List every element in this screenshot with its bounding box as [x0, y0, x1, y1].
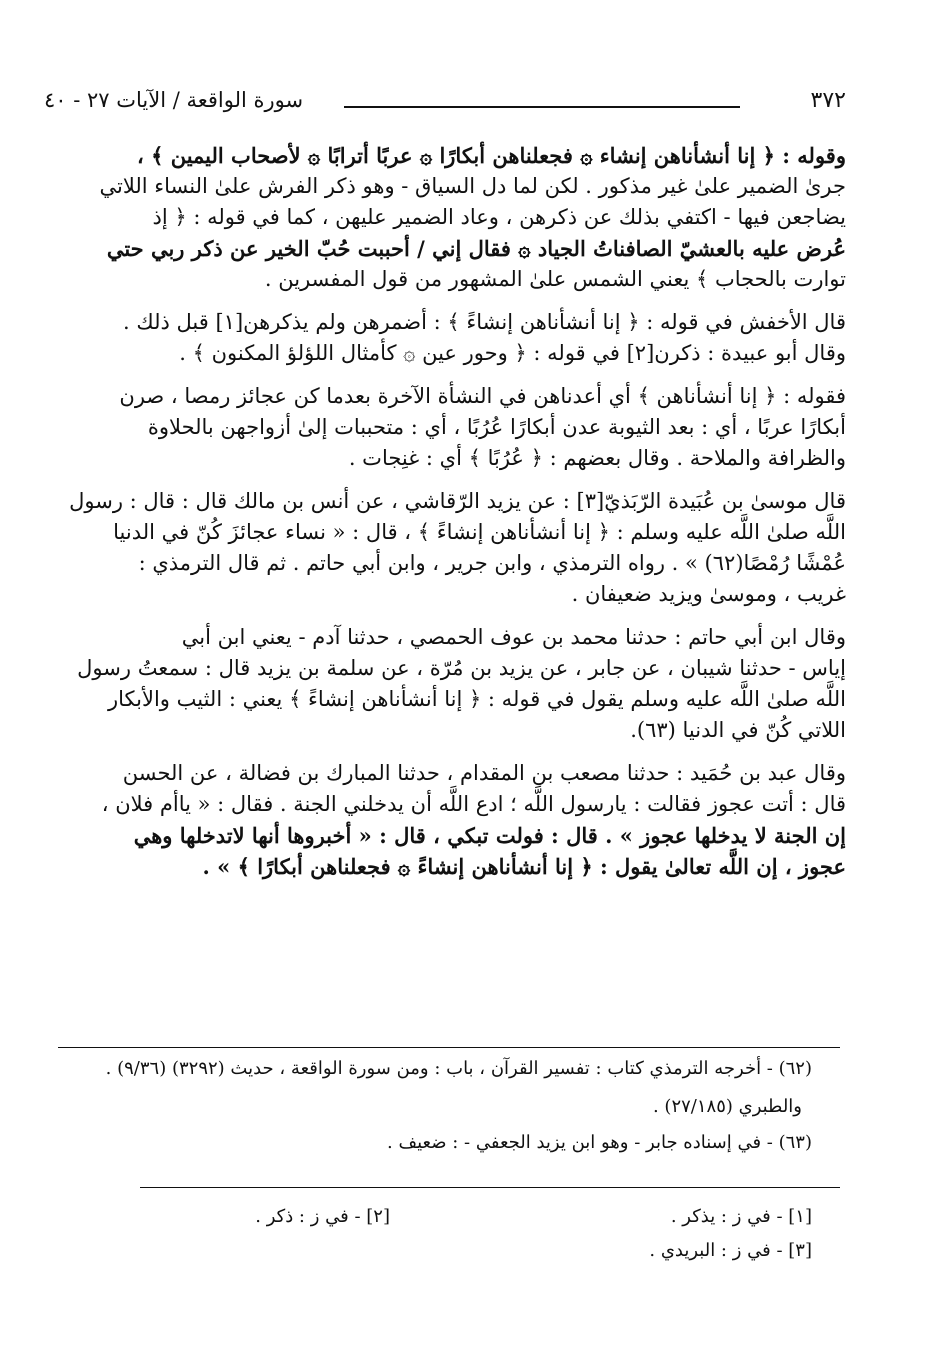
running-title: سورة الواقعة / الآيات ٢٧ - ٤٠	[44, 88, 304, 112]
text-line: اللَّه صلىٰ اللَّه عليه وسلم : ﴿ إنا أنشأناهن إنشاءً ﴾ ، قال : « نساء عجائزَ كُنّ في الدنيا	[113, 520, 846, 544]
footnote-continuation: والطبري (٢٧/١٨٥) .	[652, 1096, 802, 1117]
text-line: غريب ، وموسىٰ ويزيد ضعيفان .	[571, 582, 846, 606]
text-line: توارت بالحجاب ﴾ يعني الشمس علىٰ المشهور من قول المفسرين .	[264, 267, 846, 291]
variant-note: [٣] - في ز : البريدي .	[649, 1240, 812, 1261]
text-line: والظرافة والملاحة . وقال بعضهم : ﴿ عُرُبًا ﴾ أي : غنِجات .	[348, 446, 846, 470]
text-line: جرىٰ الضمير علىٰ غير مذكور . لكن لما دل السياق - وهو ذكر الفرش علىٰ النساء اللاتي	[99, 174, 846, 198]
text-line: عُرض عليه بالعشيّ الصافناتُ الجياد ۞ فقال إني / أحببت حُبّ الخير عن ذكر ربي حتي	[106, 236, 846, 261]
paragraph	[48, 307, 846, 369]
paragraph	[48, 622, 846, 746]
page-number: ٣٧٢	[810, 88, 846, 113]
header-rule	[344, 106, 740, 108]
footnote: (٦٢) - أخرجه الترمذي كتاب : تفسير القرآن ، باب : ومن سورة الواقعة ، حديث (٣٢٩٢) (٩/٣٦) .	[105, 1058, 812, 1079]
text-line: إن الجنة لا يدخلها عجوز » . قال : فولت تبكي ، قال : « أخبروها أنها لاتدخلها وهي	[133, 823, 846, 848]
text-line: فقوله : ﴿ إنا أنشأناهن ﴾ أي أعدناهن في النشأة الآخرة بعدما كن عجائز رمصا ، صرن	[119, 384, 846, 408]
paragraph	[48, 486, 846, 610]
paragraph	[48, 381, 846, 474]
paragraph	[48, 758, 846, 882]
text-line: قال موسىٰ بن عُبَيدة الرّبَذيّ[٣] : عن يزيد الرّقاشي ، عن أنس بن مالك قال : قال : رسول	[69, 489, 846, 513]
footnote-rule	[58, 1047, 840, 1048]
text-line: اللَّه صلىٰ اللَّه عليه وسلم يقول في قوله : ﴿ إنا أنشأناهن إنشاءً ﴾ يعني : الثيب والأبكار	[108, 687, 846, 711]
variant-note: [١] - في ز : يذكر .	[670, 1206, 812, 1227]
text-line: وقال عبد بن حُمَيد : حدثنا مصعب بن المقدام ، حدثنا المبارك بن فضالة ، عن الحسن	[122, 761, 846, 785]
text-line: قال الأخفش في قوله : ﴿ إنا أنشأناهن إنشاءً ﴾ : أضمرهن ولم يذكرهن[١] قبل ذلك .	[123, 310, 846, 334]
variants-rule	[140, 1187, 840, 1188]
main-text	[48, 140, 846, 894]
paragraph	[48, 140, 846, 295]
text-line: عُمْشًا رُمْصًا(٦٢) » . رواه الترمذي ، وابن جرير ، وابن أبي حاتم . ثم قال الترمذي :	[138, 551, 846, 575]
text-line: وقال أبو عبيدة : ذكرن[٢] في قوله : ﴿ وحور عين ۞ كأمثال اللؤلؤ المكنون ﴾ .	[179, 341, 846, 365]
text-line: إياس - حدثنا شيبان ، عن جابر ، عن يزيد بن مُرّة ، عن سلمة بن يزيد قال : سمعتُ رسول	[77, 656, 846, 680]
text-line: يضاجعن فيها - اكتفي بذلك عن ذكرهن ، وعاد الضمير عليهن ، كما في قوله : ﴿ إذ	[152, 205, 846, 229]
page-header	[44, 88, 846, 118]
footnote: (٦٣) - في إسناده جابر - وهو ابن يزيد الجعفي - : ضعيف .	[387, 1132, 812, 1153]
text-line: عجوز ، إن اللَّه تعالىٰ يقول : ﴿ إنا أنشأناهن إنشاءً ۞ فجعلناهن أبكارًا ﴾ » .	[202, 854, 846, 879]
text-line: قال : أتت عجوز فقالت : يارسول اللَّه ؛ ادع اللَّه أن يدخلني الجنة . فقال : « ياأم فلان ،	[101, 792, 846, 816]
text-line: وقوله : ﴿ إنا أنشأناهن إنشاء ۞ فجعلناهن أبكارًا ۞ عربًا أترابًا ۞ لأصحاب اليمين ﴾ ،	[137, 143, 846, 168]
text-line: اللاتي كُنّ في الدنيا (٦٣).	[630, 718, 846, 742]
text-line: أبكارًا عربًا ، أي : بعد الثيوبة عدن أبكارًا عُرُبًا ، أي : متحببات إلىٰ أزواجهن بالحلاوة	[147, 415, 846, 439]
variant-note: [٢] - في ز : ذكر .	[255, 1206, 390, 1227]
text-line: وقال ابن أبي حاتم : حدثنا محمد بن عوف الحمصي ، حدثنا آدم - يعني ابن أبي	[181, 625, 846, 649]
